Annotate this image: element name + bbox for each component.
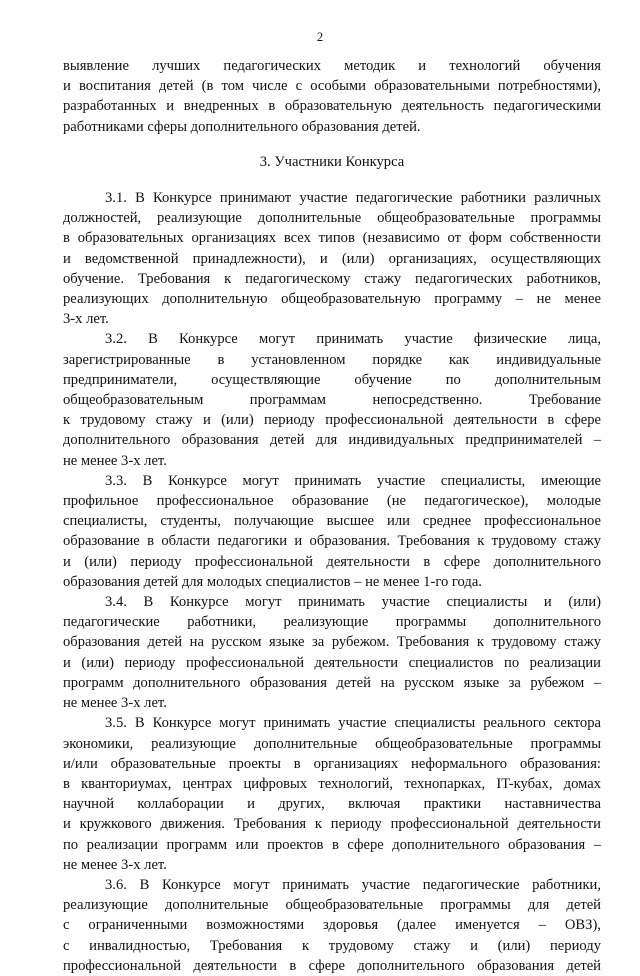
text-line: программ дополнительного образования детей на русском языке за рубежом – — [63, 674, 601, 691]
text-line: дополнительного образования детей для индивидуальных предпринимателей – — [63, 432, 601, 449]
text-line: профильное профессиональное образование (не педагогическое), молодые — [63, 493, 601, 510]
text-line: в кванториумах, центрах цифровых технологий, технопарках, IT-кубах, домах — [63, 775, 601, 792]
text-line: профессиональной деятельности в сфере дополнительного образования детей — [63, 957, 601, 974]
paragraph-3-3 — [63, 471, 601, 592]
page-number: 2 — [316, 30, 324, 44]
text-line: образования детей для молодых специалистов – не менее 1-го года. — [63, 573, 482, 590]
text-line: предприниматели, осуществляющие обучение по дополнительным — [63, 371, 601, 388]
paragraph-3-4 — [63, 592, 601, 713]
text-line: общеобразовательным программам непосредственно. Требование — [63, 392, 601, 409]
paragraph-3-6 — [63, 875, 601, 976]
text-line: должностей, реализующие дополнительные общеобразовательные программы — [63, 210, 601, 227]
text-line: 3.4. В Конкурсе могут принимать участие специалисты и (или) — [105, 594, 601, 611]
text-line: специалисты, студенты, получающие высшее или среднее профессиональное — [63, 513, 601, 530]
text-line: с инвалидностью, Требования к трудовому стажу и (или) периоду — [63, 937, 601, 954]
paragraph-3-1 — [63, 188, 601, 329]
text-line: по реализации программ или проектов в сфере дополнительного образования – — [63, 836, 601, 853]
text-line: 3.6. В Конкурсе могут принимать участие педагогические работники, — [105, 876, 601, 893]
text-line: педагогические работники, реализующие программы дополнительного — [63, 614, 601, 631]
text-line: реализующие дополнительные общеобразовательные программы для детей — [63, 897, 601, 914]
text-line: 3.2. В Конкурсе могут принимать участие физические лица, — [105, 331, 601, 348]
text-line: и кружкового движения. Требования к периоду профессиональной деятельности — [63, 816, 601, 833]
text-line: разработанных и внедренных в образовательную деятельность педагогическими — [63, 98, 601, 115]
text-line: работниками сферы дополнительного образования детей. — [63, 118, 421, 135]
text-line: 3.1. В Конкурсе принимают участие педагогические работники различных — [105, 190, 601, 207]
text-line: и (или) периоду профессиональной деятельности специалистов по реализации — [63, 654, 601, 671]
text-line: не менее 3-х лет. — [63, 695, 167, 712]
text-line: не менее 3-х лет. — [63, 452, 167, 469]
text-line: с ограниченными возможностями здоровья (далее именуется – ОВЗ), — [63, 917, 601, 934]
text-line: и воспитания детей (в том числе с особыми образовательными потребностями), — [63, 78, 601, 95]
text-line: и (или) периоду профессиональной деятельности в сфере дополнительного — [63, 553, 601, 570]
section-heading: 3. Участники Конкурса — [259, 153, 405, 170]
text-line: 3-х лет. — [63, 311, 109, 328]
paragraph-3-2 — [63, 329, 601, 470]
text-line: образования детей на русском языке за рубежом. Требования к трудовому стажу — [63, 634, 601, 651]
text-line: к трудовому стажу и (или) периоду профессиональной деятельности в сфере — [63, 412, 601, 429]
text-line: зарегистрированные в установленном порядке как индивидуальные — [63, 351, 601, 368]
text-line: не менее 3-х лет. — [63, 856, 167, 873]
section-paragraphs — [63, 188, 601, 976]
document-body — [63, 56, 601, 976]
text-line: реализующих дополнительную общеобразовательную программу – не менее — [63, 291, 601, 308]
text-line: обучение. Требования к педагогическому стажу педагогических работников, — [63, 270, 601, 287]
text-line: в образовательных организациях всех типов (независимо от форм собственности — [63, 230, 601, 247]
intro-paragraph — [63, 56, 601, 137]
text-line: и/или образовательные проекты в организациях неформального образования: — [63, 755, 601, 772]
text-line: 3.5. В Конкурсе могут принимать участие специалисты реального сектора — [105, 715, 601, 732]
text-line: научной коллаборации и других, включая практики наставничества — [63, 796, 601, 813]
text-line: экономики, реализующие дополнительные общеобразовательные программы — [63, 735, 601, 752]
paragraph-3-5 — [63, 713, 601, 875]
text-line: и ведомственной принадлежности), и (или) организациях, осуществляющих — [63, 250, 601, 267]
text-line: выявление лучших педагогических методик и технологий обучения — [63, 58, 601, 74]
text-line: образование в области педагогики и образования. Требования к трудовому стажу — [63, 533, 601, 550]
text-line: 3.3. В Конкурсе могут принимать участие специалисты, имеющие — [105, 472, 601, 489]
